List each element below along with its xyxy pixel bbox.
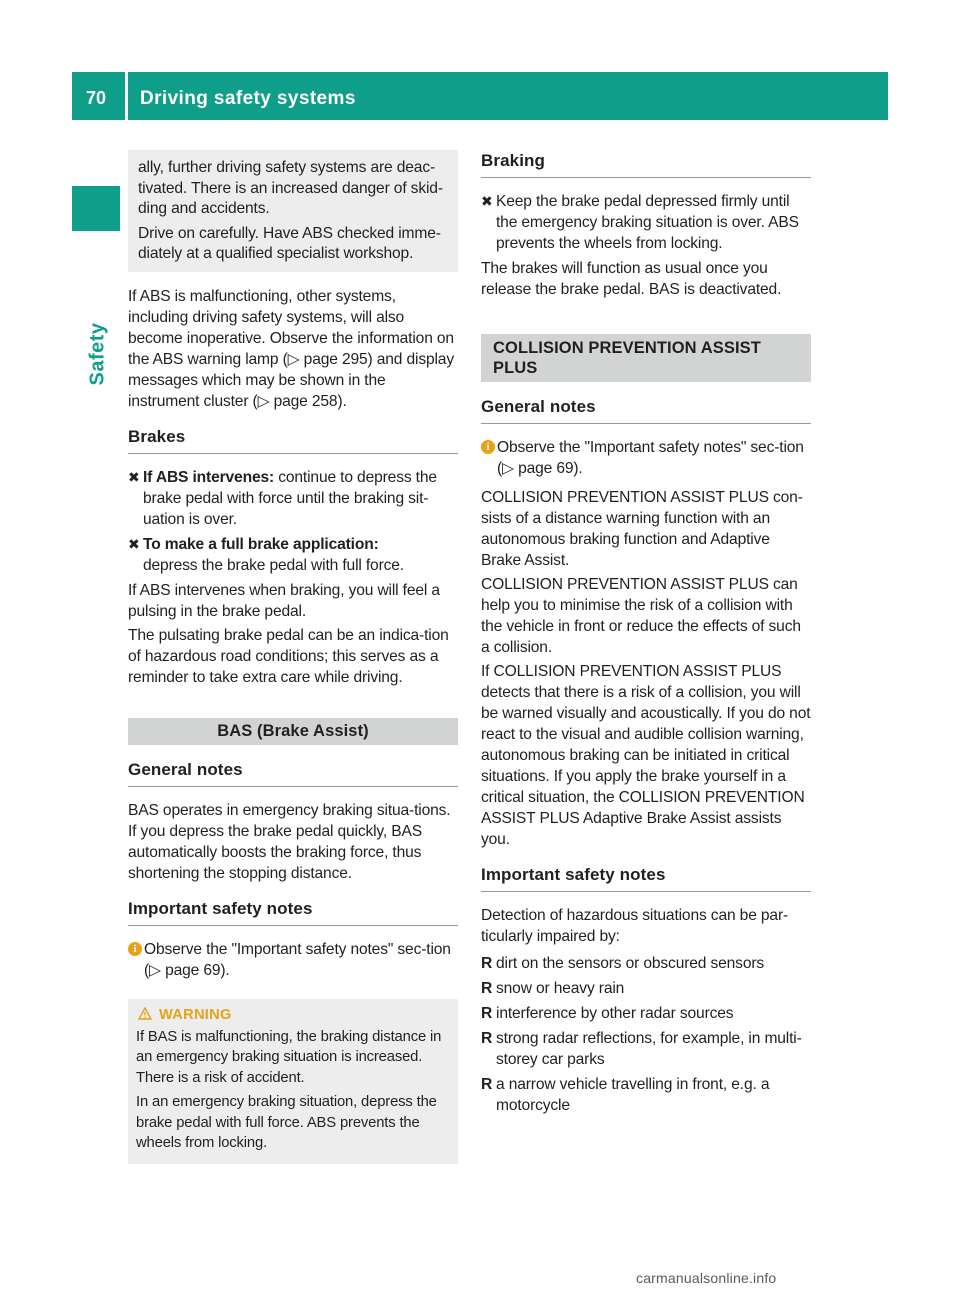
info-note	[481, 437, 811, 479]
right-column	[481, 150, 811, 1120]
step-arrow-icon: ✖	[128, 535, 140, 552]
left-column	[128, 150, 458, 1164]
info-note	[128, 939, 458, 981]
warning-paragraph: In an emergency braking situation, depress the brake pedal with full force. ABS prevents the wheels from locking.	[136, 1094, 437, 1151]
list-item	[481, 1028, 811, 1070]
info-note-text: Observe the "Important safety notes" sec-tion (▷ page 69).	[497, 439, 804, 477]
list-item-text: dirt on the sensors or obscured sensors	[496, 955, 765, 972]
step-arrow-icon: ✖	[481, 193, 493, 209]
step-text: Keep the brake pedal depressed firmly until the emergency braking situation is over. ABS prevents the wheels from locking.	[496, 193, 799, 252]
braking-text: The brakes will function as usual once you release the brake pedal. BAS is deactivated.	[481, 260, 782, 298]
cpa-paragraph: If COLLISION PREVENTION ASSIST PLUS detects that there is a risk of a collision, you will be warned visually and acoustically. If you do not react to the visual and audible collision warning, autonomous braking can be initiated in critical situations. If you apply the brake yourself in a critical situation, the COLLISION PREVENTION ASSIST PLUS Adaptive Brake Assist assists you.	[481, 663, 811, 848]
cpa-bar-line1: COLLISION PREVENTION ASSIST	[493, 339, 761, 357]
list-item	[481, 1003, 811, 1024]
step-item	[128, 534, 458, 576]
step-item	[128, 467, 458, 530]
list-item-text: a narrow vehicle travelling in front, e.g. a motorcycle	[496, 1076, 770, 1114]
watermark: carmanualsonline.info	[636, 1270, 777, 1286]
bullet-icon: R	[481, 1005, 493, 1022]
gray-paragraph: Drive on carefully. Have ABS checked imme-diately at a qualified specialist workshop.	[138, 224, 441, 262]
info-icon: i	[128, 942, 142, 956]
chapter-title: Driving safety systems	[140, 88, 356, 109]
cpa-paragraph: COLLISION PREVENTION ASSIST PLUS can help you to minimise the risk of a collision with the vehicle in front or reduce the effects of such a collision.	[481, 576, 801, 656]
list-item	[481, 1074, 811, 1116]
bas-section-bar: BAS (Brake Assist)	[128, 718, 458, 745]
step-bold: If ABS intervenes:	[143, 468, 275, 486]
brakes-heading: Brakes	[128, 426, 458, 454]
warning-box	[128, 999, 458, 1164]
abs-malfunction-text: If ABS is malfunctioning, other systems, including driving safety systems, will also become inoperative. Observe the information on the ABS warning lamp (▷ page 295) and display messages which may be shown in the instrument cluster (▷ page 258).	[128, 287, 454, 410]
info-note-text: Observe the "Important safety notes" sec-tion (▷ page 69).	[144, 940, 451, 979]
cpa-paragraph: COLLISION PREVENTION ASSIST PLUS con-sists of a distance warning function with an autonomous braking function and Adaptive Brake Assist.	[481, 489, 803, 569]
cpa-bar-line2: PLUS	[493, 359, 538, 377]
braking-heading: Braking	[481, 150, 811, 178]
warning-title-text: WARNING	[159, 1006, 232, 1023]
bullet-icon: R	[481, 1030, 493, 1047]
chapter-header	[128, 72, 888, 120]
pulsing-text-2: The pulsating brake pedal can be an indica-tion of hazardous road conditions; this serves as a reminder to take extra care while driving.	[128, 626, 449, 686]
step-text: depress the brake pedal with full force.	[143, 556, 404, 574]
page-number-block	[72, 72, 125, 120]
list-item-text: snow or heavy rain	[496, 980, 625, 997]
step-text: continue to depress the brake pedal with force until the braking sit-uation is over.	[143, 468, 437, 528]
step-item	[481, 191, 811, 254]
info-icon: i	[481, 440, 495, 454]
list-item-text: interference by other radar sources	[496, 1005, 734, 1022]
warning-title	[136, 1007, 450, 1023]
page-number: 70	[86, 88, 107, 108]
important-safety-heading: Important safety notes	[128, 898, 458, 926]
bas-description: BAS operates in emergency braking situa-tions. If you depress the brake pedal quickly, BAS automatically boosts the braking force, thus shortening the stopping distance.	[128, 801, 451, 882]
list-item-text: strong radar reflections, for example, in multi-storey car parks	[496, 1030, 802, 1068]
side-section-label	[83, 324, 113, 384]
detection-intro: Detection of hazardous situations can be par-ticularly impaired by:	[481, 907, 789, 945]
side-label-text: Safety	[86, 322, 109, 386]
gray-paragraph: ally, further driving safety systems are deac-tivated. There is an increased danger of skid-ding and accidents.	[138, 159, 443, 217]
bullet-icon: R	[481, 980, 493, 997]
important-safety-heading: Important safety notes	[481, 864, 811, 892]
cpa-section-bar	[481, 334, 811, 382]
warning-triangle-icon	[138, 1007, 152, 1020]
step-bold: To make a full brake application:	[143, 535, 379, 553]
general-notes-heading: General notes	[481, 396, 811, 424]
abs-warning-continuation	[128, 150, 458, 272]
step-arrow-icon: ✖	[128, 468, 140, 485]
side-tab-block	[72, 186, 120, 231]
general-notes-heading: General notes	[128, 759, 458, 787]
list-item	[481, 978, 811, 999]
bullet-icon: R	[481, 1076, 493, 1093]
pulsing-text: If ABS intervenes when braking, you will feel a pulsing in the brake pedal.	[128, 581, 440, 620]
warning-paragraph: If BAS is malfunctioning, the braking distance in an emergency braking situation is increased. There is a risk of accident.	[136, 1028, 442, 1086]
bullet-icon: R	[481, 955, 493, 972]
list-item	[481, 953, 811, 974]
